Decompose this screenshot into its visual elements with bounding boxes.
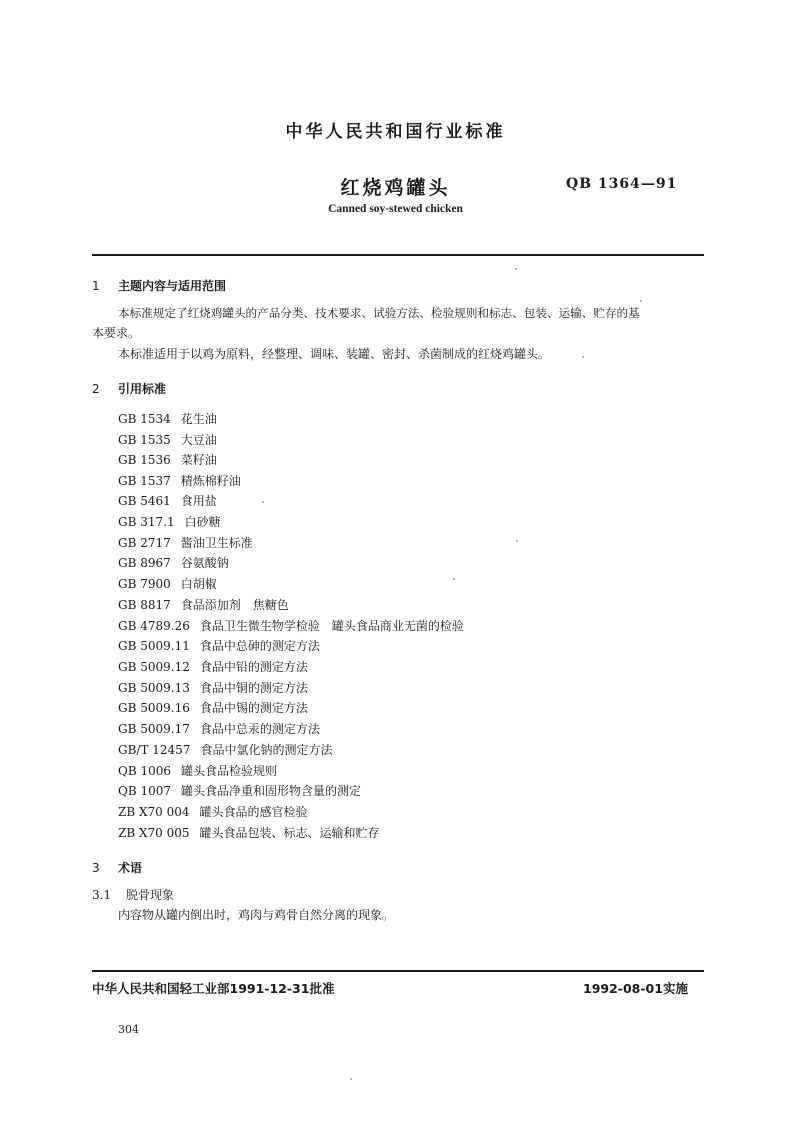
english-title: Canned soy-stewed chicken xyxy=(328,203,463,215)
reference-item xyxy=(118,720,320,737)
reference-name: 白胡椒 xyxy=(180,577,217,591)
section-3-1-title: 脱骨现象 xyxy=(126,888,175,902)
reference-item xyxy=(118,451,217,468)
reference-code: ZB X70 004 xyxy=(118,805,190,819)
section-3-heading xyxy=(92,859,142,876)
reference-item xyxy=(118,431,217,448)
reference-code: GB 7900 xyxy=(118,577,171,591)
reference-item xyxy=(118,741,332,758)
section-3-1-number: 3.1 xyxy=(92,888,112,902)
reference-item xyxy=(118,803,308,820)
reference-code: QB 1006 xyxy=(118,764,172,778)
reference-code: GB 1535 xyxy=(118,433,171,447)
reference-name: 酱油卫生标准 xyxy=(180,536,253,550)
scan-speck xyxy=(582,356,584,358)
section-2-heading xyxy=(92,380,166,397)
reference-item xyxy=(118,472,241,489)
reference-item xyxy=(118,492,217,509)
section-3-1-text: 内容物从罐内倒出时，鸡肉与鸡骨自然分离的现象。 xyxy=(118,908,395,922)
reference-code: GB 317.1 xyxy=(118,515,175,529)
reference-code: GB 1536 xyxy=(118,453,171,467)
reference-item xyxy=(118,534,253,551)
scan-speck xyxy=(516,540,518,542)
reference-code: GB 5009.17 xyxy=(118,722,190,736)
header-divider xyxy=(92,254,704,256)
section-1-heading xyxy=(92,277,226,294)
reference-name: 食品中总砷的测定方法 xyxy=(199,639,320,653)
section-1-para2: 本标准适用于以鸡为原料，经整理、调味、装罐、密封、杀菌制成的红烧鸡罐头。 xyxy=(118,347,551,361)
section-1-para1-line1: 本标准规定了红烧鸡罐头的产品分类、技术要求、试验方法、检验规则和标志、包装、运输、贮存的基 xyxy=(118,306,640,320)
reference-name: 罐头食品的感官检验 xyxy=(199,805,308,819)
reference-name: 大豆油 xyxy=(180,433,217,447)
issuing-body-title: 中华人民共和国行业标准 xyxy=(285,122,506,142)
reference-item xyxy=(118,575,217,592)
section-1-title: 主题内容与适用范围 xyxy=(118,279,227,293)
reference-code: GB 8817 xyxy=(118,598,171,612)
reference-code: GB 8967 xyxy=(118,556,171,570)
reference-item xyxy=(118,782,361,799)
effective-date: 1992-08-01实施 xyxy=(583,981,688,996)
reference-code: GB/T 12457 xyxy=(118,743,191,757)
reference-item xyxy=(118,513,221,530)
reference-item xyxy=(118,658,308,675)
reference-name: 罐头食品包装、标志、运输和贮存 xyxy=(199,826,380,840)
reference-name: 食品中锡的测定方法 xyxy=(199,701,308,715)
reference-item xyxy=(118,596,289,613)
scan-speck xyxy=(640,300,642,302)
reference-code: GB 5461 xyxy=(118,494,171,508)
reference-name: 食品添加剂 焦糖色 xyxy=(180,598,289,612)
reference-name: 菜籽油 xyxy=(180,453,217,467)
reference-item xyxy=(118,617,464,634)
page-number: 304 xyxy=(118,1023,139,1036)
reference-code: GB 5009.11 xyxy=(118,639,190,653)
standard-code: QB 1364—91 xyxy=(566,176,678,192)
reference-name: 食品中总汞的测定方法 xyxy=(199,722,320,736)
reference-code: QB 1007 xyxy=(118,784,172,798)
section-3-title: 术语 xyxy=(118,861,143,875)
reference-name: 白砂糖 xyxy=(184,515,221,529)
reference-item xyxy=(118,699,308,716)
reference-item xyxy=(118,410,217,427)
section-2-number: 2 xyxy=(92,382,100,396)
approval-line: 中华人民共和国轻工业部1991-12-31批准 xyxy=(92,981,335,996)
section-1-para1-line2: 本要求。 xyxy=(92,326,141,340)
reference-item xyxy=(118,762,277,779)
scan-speck xyxy=(262,501,264,503)
reference-code: GB 1537 xyxy=(118,474,171,488)
reference-item xyxy=(118,637,320,654)
scan-speck xyxy=(515,268,517,270)
reference-code: GB 5009.16 xyxy=(118,701,190,715)
reference-name: 精炼棉籽油 xyxy=(180,474,241,488)
reference-code: GB 5009.12 xyxy=(118,660,190,674)
reference-item xyxy=(118,679,308,696)
reference-item xyxy=(118,824,380,841)
section-1-number: 1 xyxy=(92,279,100,293)
section-2-title: 引用标准 xyxy=(118,382,167,396)
reference-name: 食品中铜的测定方法 xyxy=(199,681,308,695)
reference-name: 食品中氯化钠的测定方法 xyxy=(200,743,333,757)
reference-name: 花生油 xyxy=(180,412,217,426)
reference-name: 罐头食品净重和固形物含量的测定 xyxy=(181,784,362,798)
reference-code: GB 5009.13 xyxy=(118,681,190,695)
reference-code: GB 2717 xyxy=(118,536,171,550)
scan-speck xyxy=(350,1078,352,1080)
reference-code: ZB X70 005 xyxy=(118,826,190,840)
reference-item xyxy=(118,554,229,571)
reference-name: 罐头食品检验规则 xyxy=(181,764,278,778)
section-3-1-heading xyxy=(92,885,174,905)
scan-speck xyxy=(453,578,455,580)
reference-name: 食品卫生微生物学检验 罐头食品商业无菌的检验 xyxy=(199,619,464,633)
reference-name: 谷氨酸钠 xyxy=(180,556,229,570)
reference-name: 食用盐 xyxy=(180,494,217,508)
reference-name: 食品中铅的测定方法 xyxy=(199,660,308,674)
reference-code: GB 4789.26 xyxy=(118,619,190,633)
standard-title: 红烧鸡罐头 xyxy=(340,177,451,199)
footer-divider xyxy=(92,970,704,972)
reference-code: GB 1534 xyxy=(118,412,171,426)
section-3-number: 3 xyxy=(92,861,100,875)
